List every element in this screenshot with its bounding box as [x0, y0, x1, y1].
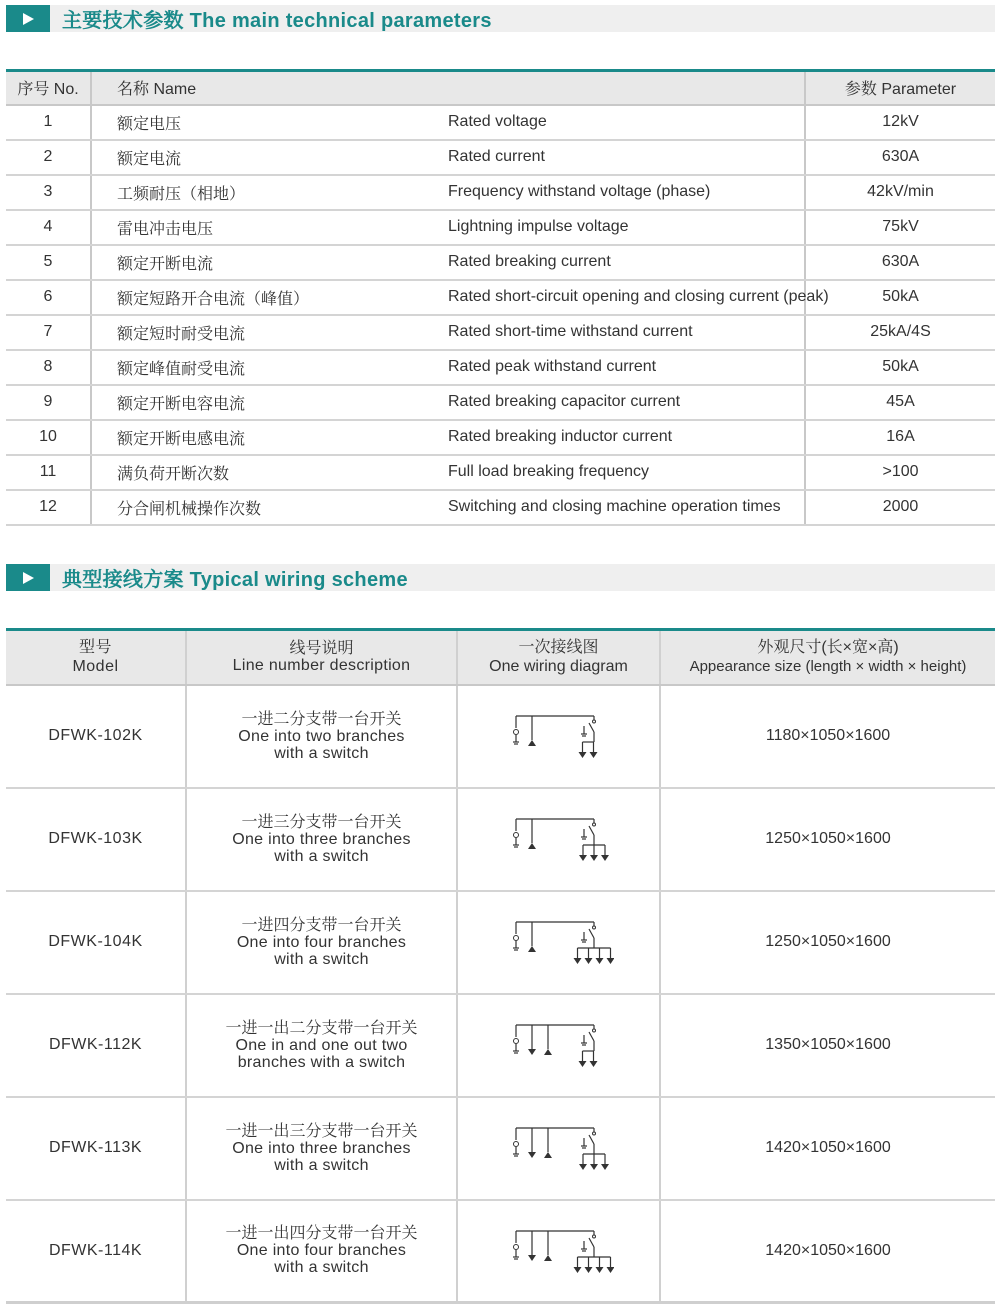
indicator-icon	[513, 833, 518, 838]
description-en-line1: One into four branches	[236, 1242, 407, 1260]
switch-contact-icon	[592, 926, 595, 929]
switch-blade	[589, 1238, 594, 1247]
row-number: 2	[6, 140, 91, 175]
line-description	[186, 994, 457, 1097]
play-triangle-icon	[6, 5, 50, 32]
incoming-arrow-icon	[528, 740, 536, 746]
description-cn: 一进二分支带一台开关	[241, 710, 402, 728]
wiring-diagram-icon	[457, 891, 660, 994]
switch-blade	[589, 1032, 594, 1041]
model-code: DFWK-103K	[6, 788, 186, 891]
switch-contact-icon	[592, 720, 595, 723]
name-english: Rated short-time withstand current	[448, 315, 805, 350]
switch-blade	[589, 826, 594, 835]
table-header-row	[6, 71, 995, 105]
name-english: Switching and closing machine operation times	[448, 490, 805, 525]
indicator-icon	[513, 1244, 518, 1249]
name-english: Rated peak withstand current	[448, 350, 805, 385]
wiring-diagram-icon	[457, 1097, 660, 1200]
switch-blade	[589, 723, 594, 732]
column-header-parameter: 参数 Parameter	[805, 71, 995, 105]
parameter-value: 45A	[805, 385, 995, 420]
description-en-line2: branches with a switch	[237, 1053, 406, 1071]
model-code: DFWK-104K	[6, 891, 186, 994]
table-row	[6, 350, 995, 385]
line-description	[186, 891, 457, 994]
branch-arrow-icon	[578, 752, 586, 758]
description-cn: 一进四分支带一台开关	[241, 916, 402, 934]
description-en-line1: One into four branches	[236, 933, 407, 951]
play-triangle-icon	[6, 564, 50, 591]
branch-arrow-icon	[606, 958, 614, 964]
description-en-line2: with a switch	[274, 1259, 369, 1277]
appearance-size: 1250×1050×1600	[660, 891, 995, 994]
column-header-model-en: Model	[72, 658, 119, 676]
column-header-size-cn: 外观尺寸(长×宽×高)	[757, 639, 899, 657]
row-number: 6	[6, 280, 91, 315]
incoming-arrow-icon	[528, 946, 536, 952]
row-number: 9	[6, 385, 91, 420]
table-row	[6, 315, 995, 350]
branch-arrow-icon	[601, 855, 609, 861]
branch-arrow-icon	[584, 958, 592, 964]
indicator-icon	[513, 1142, 518, 1147]
indicator-icon	[513, 730, 518, 735]
name-chinese: 额定电流	[91, 140, 448, 175]
table-row	[6, 245, 995, 280]
row-number: 4	[6, 210, 91, 245]
parameter-value: 25kA/4S	[805, 315, 995, 350]
description-cn: 一进三分支带一台开关	[241, 813, 402, 831]
name-chinese: 分合闸机械操作次数	[91, 490, 448, 525]
name-english: Full load breaking frequency	[448, 455, 805, 490]
switch-contact-icon	[592, 823, 595, 826]
line-description	[186, 1097, 457, 1200]
table-row	[6, 685, 995, 788]
column-header-description-cn: 线号说明	[289, 640, 354, 658]
table-row	[6, 280, 995, 315]
table-row	[6, 455, 995, 490]
incoming-arrow-icon	[544, 1049, 552, 1055]
name-chinese: 额定开断电流	[91, 245, 448, 280]
table-row	[6, 1200, 995, 1303]
column-header-model	[6, 630, 186, 685]
name-english: Rated voltage	[448, 105, 805, 140]
parameter-value: 2000	[805, 490, 995, 525]
description-cn: 一进一出三分支带一台开关	[225, 1122, 418, 1140]
wiring-diagram-icon	[457, 685, 660, 788]
outgoing-arrow-icon	[528, 1255, 536, 1261]
name-chinese: 满负荷开断次数	[91, 455, 448, 490]
column-header-size	[660, 630, 995, 685]
row-number: 5	[6, 245, 91, 280]
column-header-diagram-en: One wiring diagram	[489, 658, 628, 676]
description-en-line2: with a switch	[274, 847, 369, 865]
name-chinese: 额定峰值耐受电流	[91, 350, 448, 385]
branch-arrow-icon	[595, 1267, 603, 1273]
description-cn: 一进一出四分支带一台开关	[225, 1225, 418, 1243]
switch-contact-icon	[592, 1235, 595, 1238]
description-en-line1: One into three branches	[232, 830, 411, 848]
parameter-value: 42kV/min	[805, 175, 995, 210]
row-number: 1	[6, 105, 91, 140]
table-row	[6, 788, 995, 891]
branch-arrow-icon	[578, 1061, 586, 1067]
column-header-no: 序号 No.	[6, 71, 91, 105]
branch-arrow-icon	[590, 1164, 598, 1170]
branch-arrow-icon	[601, 1164, 609, 1170]
parameter-value: >100	[805, 455, 995, 490]
column-header-diagram	[457, 630, 660, 685]
name-chinese: 雷电冲击电压	[91, 210, 448, 245]
description-en-line2: with a switch	[274, 1156, 369, 1174]
indicator-icon	[513, 1039, 518, 1044]
branch-arrow-icon	[573, 958, 581, 964]
parameter-value: 50kA	[805, 350, 995, 385]
row-number: 3	[6, 175, 91, 210]
name-chinese: 额定开断电感电流	[91, 420, 448, 455]
switch-contact-icon	[592, 1029, 595, 1032]
outgoing-arrow-icon	[528, 1152, 536, 1158]
model-code: DFWK-114K	[6, 1200, 186, 1303]
column-header-name: 名称 Name	[91, 71, 805, 105]
name-chinese: 额定开断电容电流	[91, 385, 448, 420]
name-english: Rated short-circuit opening and closing current (peak)	[448, 280, 805, 315]
wiring-diagram-icon	[457, 1200, 660, 1303]
appearance-size: 1180×1050×1600	[660, 685, 995, 788]
parameter-value: 16A	[805, 420, 995, 455]
name-english: Lightning impulse voltage	[448, 210, 805, 245]
parameter-value: 75kV	[805, 210, 995, 245]
row-number: 11	[6, 455, 91, 490]
switch-blade	[589, 1135, 594, 1144]
row-number: 10	[6, 420, 91, 455]
model-code: DFWK-112K	[6, 994, 186, 1097]
column-header-description	[186, 630, 457, 685]
table-row	[6, 385, 995, 420]
branch-arrow-icon	[584, 1267, 592, 1273]
section-title-technical: 主要技术参数 The main technical parameters	[62, 10, 492, 32]
table-row	[6, 1097, 995, 1200]
wiring-diagram-icon	[457, 788, 660, 891]
column-header-description-en: Line number description	[232, 657, 411, 675]
appearance-size: 1420×1050×1600	[660, 1200, 995, 1303]
column-header-diagram-cn: 一次接线图	[518, 639, 599, 657]
parameter-value: 630A	[805, 245, 995, 280]
line-description	[186, 1200, 457, 1303]
switch-blade	[589, 929, 594, 938]
table-row	[6, 994, 995, 1097]
parameter-value: 630A	[805, 140, 995, 175]
branch-arrow-icon	[589, 1061, 597, 1067]
section-title-wiring: 典型接线方案 Typical wiring scheme	[62, 569, 408, 591]
wiring-diagram-icon	[457, 994, 660, 1097]
branch-arrow-icon	[589, 752, 597, 758]
incoming-arrow-icon	[528, 843, 536, 849]
table-row	[6, 490, 995, 525]
name-chinese: 额定电压	[91, 105, 448, 140]
branch-arrow-icon	[579, 855, 587, 861]
branch-arrow-icon	[590, 855, 598, 861]
table-row	[6, 891, 995, 994]
name-chinese: 额定短时耐受电流	[91, 315, 448, 350]
column-header-model-cn: 型号	[78, 639, 112, 657]
row-number: 12	[6, 490, 91, 525]
column-header-size-en: Appearance size (length × width × height)	[689, 658, 967, 676]
indicator-icon	[513, 936, 518, 941]
name-english: Rated current	[448, 140, 805, 175]
branch-arrow-icon	[573, 1267, 581, 1273]
outgoing-arrow-icon	[528, 1049, 536, 1055]
model-code: DFWK-113K	[6, 1097, 186, 1200]
branch-arrow-icon	[606, 1267, 614, 1273]
switch-contact-icon	[592, 1132, 595, 1135]
appearance-size: 1250×1050×1600	[660, 788, 995, 891]
line-description	[186, 788, 457, 891]
table-row	[6, 420, 995, 455]
row-number: 8	[6, 350, 91, 385]
description-en-line1: One into two branches	[238, 727, 405, 745]
branch-arrow-icon	[595, 958, 603, 964]
appearance-size: 1420×1050×1600	[660, 1097, 995, 1200]
incoming-arrow-icon	[544, 1152, 552, 1158]
description-en-line1: One into three branches	[232, 1139, 411, 1157]
line-description	[186, 685, 457, 788]
table-row	[6, 175, 995, 210]
incoming-arrow-icon	[544, 1255, 552, 1261]
section-header-technical	[6, 5, 995, 32]
parameter-value: 50kA	[805, 280, 995, 315]
table-row	[6, 210, 995, 245]
description-en-line1: One in and one out two	[235, 1036, 408, 1054]
section-header-wiring	[6, 564, 995, 591]
row-number: 7	[6, 315, 91, 350]
description-cn: 一进一出二分支带一台开关	[225, 1019, 418, 1037]
name-english: Rated breaking current	[448, 245, 805, 280]
branch-arrow-icon	[579, 1164, 587, 1170]
technical-parameters-table	[6, 69, 995, 526]
description-en-line2: with a switch	[274, 744, 369, 762]
model-code: DFWK-102K	[6, 685, 186, 788]
table-header-row	[6, 630, 995, 685]
name-chinese: 工频耐压（相地）	[91, 175, 448, 210]
wiring-scheme-table	[6, 628, 995, 1304]
name-english: Rated breaking inductor current	[448, 420, 805, 455]
name-english: Frequency withstand voltage (phase)	[448, 175, 805, 210]
table-row	[6, 140, 995, 175]
appearance-size: 1350×1050×1600	[660, 994, 995, 1097]
parameter-value: 12kV	[805, 105, 995, 140]
table-row	[6, 105, 995, 140]
description-en-line2: with a switch	[274, 950, 369, 968]
name-chinese: 额定短路开合电流（峰值）	[91, 280, 448, 315]
name-english: Rated breaking capacitor current	[448, 385, 805, 420]
